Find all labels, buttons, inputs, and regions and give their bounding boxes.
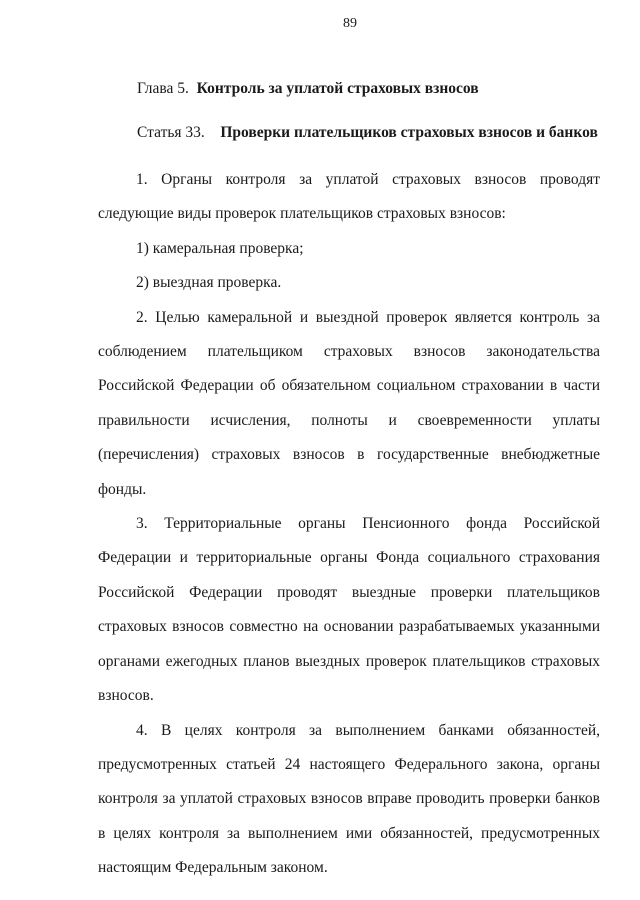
list-item-1: 1) камеральная проверка; — [136, 239, 304, 257]
chapter-label: Глава 5. — [137, 80, 189, 97]
page-number: 89 — [343, 16, 357, 31]
paragraph-1: 1. Органы контроля за уплатой страховых взносов проводят следующие виды проверок плательщиков страховых взносов: — [98, 171, 600, 223]
article-body — [98, 163, 600, 886]
article-label: Статья 33. — [137, 124, 205, 141]
paragraph-2: 2. Целью камеральной и выездной проверок является контроль за соблюдением плательщиком страховых взносов законодательства Российской Федерации об обязательном социальном страховании в части правильности исчисления, полноты и своевременности уплаты (перечисления) страховых взносов в государственные внебюджетные фонды. — [98, 308, 600, 498]
chapter-heading — [137, 80, 479, 98]
article-heading — [137, 124, 598, 142]
list-item-2: 2) выездная проверка. — [136, 274, 282, 292]
chapter-title: Контроль за уплатой страховых взносов — [196, 80, 479, 97]
paragraph-4: 4. В целях контроля за выполнением банками обязанностей, предусмотренных статьей 24 настоящего Федерального закона, органы контроля за уплатой страховых взносов вправе проводить проверки банков в целях контроля за выполнением ими обязанностей, предусмотренных настоящим Федеральным законом. — [98, 721, 600, 877]
paragraph-3: 3. Территориальные органы Пенсионного фонда Российской Федерации и территориальные органы Фонда социального страхования Российской Федерации проводят выездные проверки плательщиков страховых взносов совместно на основании разрабатываемых указанными органами ежегодных планов выездных проверок плательщиков страховых взносов. — [98, 515, 600, 705]
article-title: Проверки плательщиков страховых взносов и банков — [220, 124, 598, 141]
